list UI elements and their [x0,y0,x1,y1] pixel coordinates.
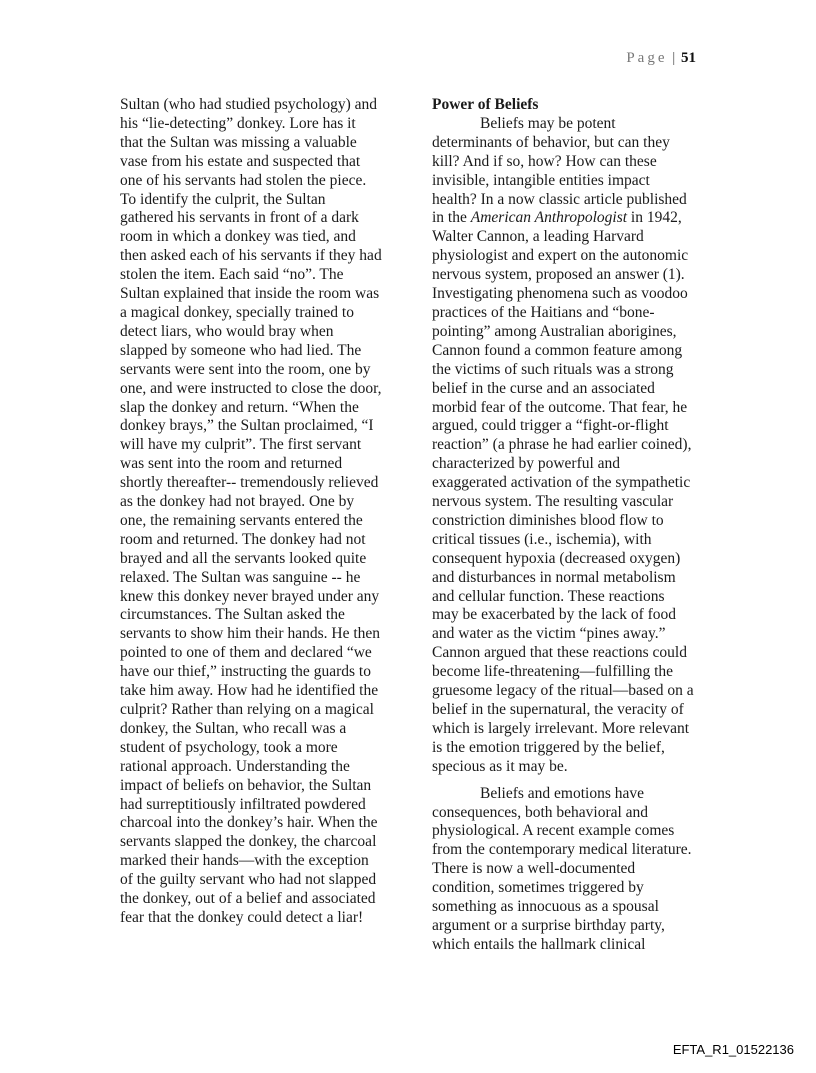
right-column-paragraph-1 [432,115,694,777]
journal-title-italic: American Anthropologist [470,209,628,227]
right-column [432,96,694,955]
paragraph-1-text-end: in 1942, Walter Cannon, a leading Harvard physiologist and expert on the autonomic nervous system, proposed an answer (1). Investigating phenomena such as voodoo practices of the Haitians and “bone-pointing” among Australian aborigines, Cannon found a common feature among the victims of such rituals was a strong belief in the curse and an associated morbid fear of the outcome. That fear, he argued, could trigger a “fight-or-flight reaction” (a phrase he had earlier coined), characterized by powerful and exaggerated activation of the sympathetic nervous system. The resulting vascular constriction diminishes blood flow to critical tissues (i.e., ischemia), with consequent hypoxia (decreased oxygen) and disturbances in normal metabolism and cellular function. These reactions may be exacerbated by the lack of food and water as the victim “pines away.” Cannon argued that these reactions could become life-threatening—fulfilling the gruesome legacy of the ritual—based on a belief in the supernatural, the veracity of which is largely irrelevant. More relevant is the emotion triggered by the belief, specious as it may be. [432,209,694,775]
left-column-paragraph: Sultan (who had studied psychology) and his “lie-detecting” donkey. Lore has it that the Sultan was missing a valuable vase from his estate and suspected that one of his servants had stolen the piece. To identify the culprit, the Sultan gathered his servants in front of a dark room in which a donkey was tied, and then asked each of his servants if they had stolen the item. Each said “no”. The Sultan explained that inside the room was a magical donkey, specially trained to detect liars, who would bray when slapped by someone who had lied. The servants were sent into the room, one by one, and were instructed to close the door, slap the donkey and return. “When the donkey brays,” the Sultan proclaimed, “I will have my culprit”. The first servant was sent into the room and returned shortly thereafter-- tremendously relieved as the donkey had not brayed. One by one, the remaining servants entered the room and returned. The donkey had not brayed and all the servants looked quite relaxed. The Sultan was sanguine -- he knew this donkey never brayed under any circumstances. The Sultan asked the servants to show him their hands. He then pointed to one of them and declared “we have our thief,” instructing the guards to take him away. How had he identified the culprit? Rather than relying on a magical donkey, the Sultan, who recall was a student of psychology, took a more rational approach. Understanding the impact of beliefs on behavior, the Sultan had surreptitiously infiltrated powdered charcoal into the donkey’s hair. When the servants slapped the donkey, the charcoal marked their hands—with the exception of the guilty servant who had not slapped the donkey, out of a belief and associated fear that the donkey could detect a liar! [120,96,382,926]
left-column [120,96,382,928]
right-column-paragraph-2: Beliefs and emotions have consequences, both behavioral and physiological. A recent example comes from the contemporary medical literature. There is now a well-documented condition, sometimes triggered by something as innocuous as a spousal argument or a surprise birthday party, which entails the hallmark clinical [432,784,692,953]
page-separator: | [672,50,676,66]
page-header [626,50,696,67]
paragraph-1-text-start: Beliefs may be potent determinants of behavior, but can they kill? And if so, how? How can these invisible, intangible entities impact health? In a now classic article published in the [432,114,687,227]
page-label: Page [626,50,668,66]
page-number: 51 [681,50,696,66]
section-heading: Power of Beliefs [432,96,539,113]
document-id: EFTA_R1_01522136 [672,1042,794,1057]
